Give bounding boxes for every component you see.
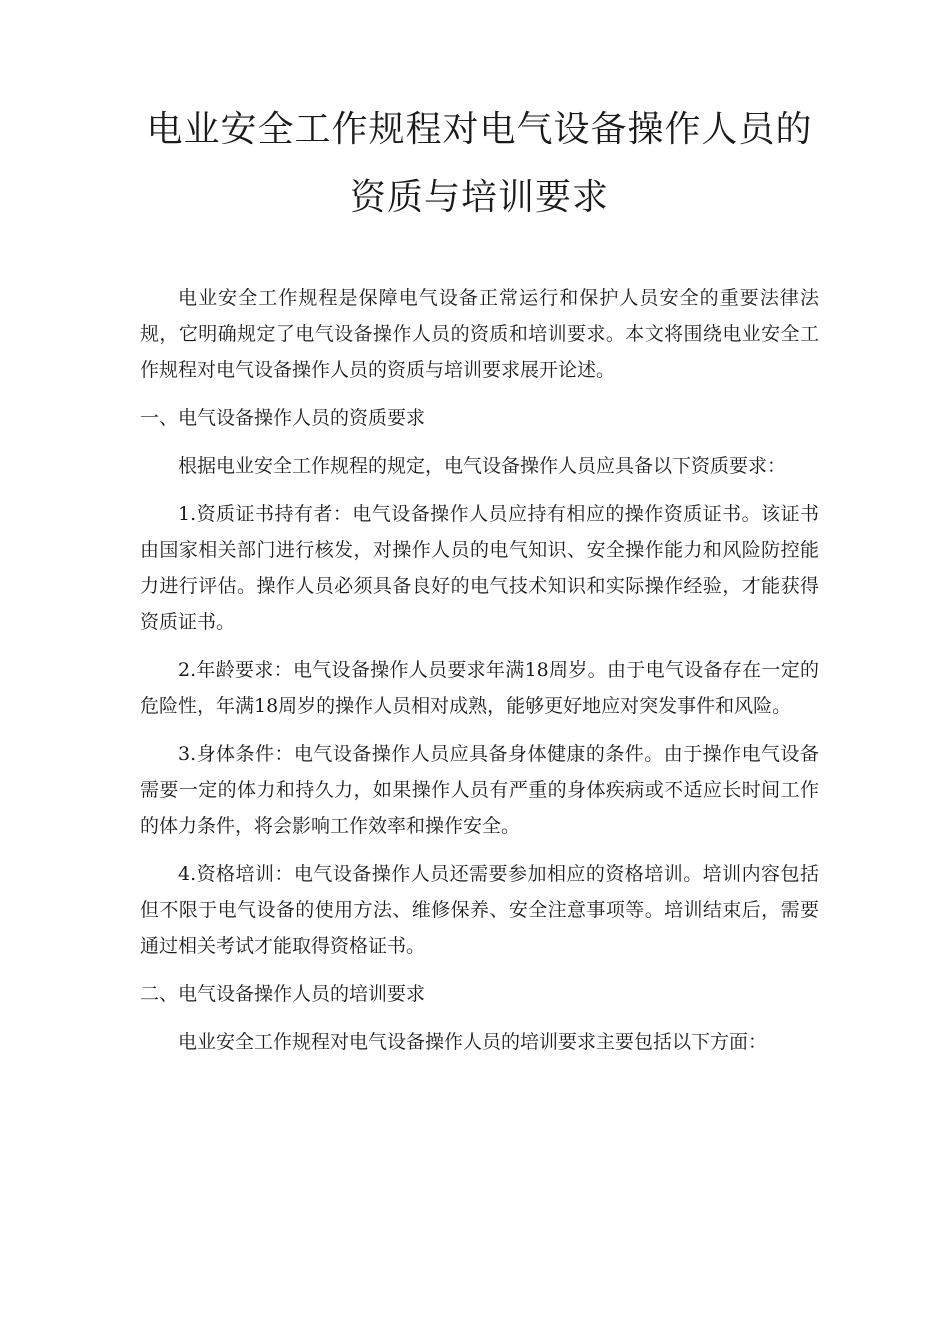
document-title: 电业安全工作规程对电气设备操作人员的资质与培训要求 — [146, 109, 813, 218]
list-item-training: 4.资格培训：电气设备操作人员还需要参加相应的资格培训。培训内容包括但不限于电气设备的使用方法、维修保养、安全注意事项等。培训结束后，需要通过相关考试才能取得资格证书。 — [140, 863, 819, 957]
list-item-certificate: 1.资质证书持有者：电气设备操作人员应持有相应的操作资质证书。该证书由国家相关部门进行核发，对操作人员的电气知识、安全操作能力和风险防控能力进行评估。操作人员必须具备良好的电气技术知识和实际操作经验，才能获得资质证书。 — [140, 503, 819, 633]
section-heading-training: 二、电气设备操作人员的培训要求 — [140, 983, 426, 1005]
body-paragraph: 根据电业安全工作规程的规定，电气设备操作人员应具备以下资质要求： — [178, 455, 787, 477]
body-paragraph: 电业安全工作规程对电气设备操作人员的培训要求主要包括以下方面： — [178, 1031, 768, 1053]
document-body — [140, 280, 819, 1060]
section-heading-qualification: 一、电气设备操作人员的资质要求 — [140, 407, 426, 429]
list-item-age: 2.年龄要求：电气设备操作人员要求年满18周岁。由于电气设备存在一定的危险性，年满18周岁的操作人员相对成熟，能够更好地应对突发事件和风险。 — [140, 659, 819, 717]
intro-paragraph: 电业安全工作规程是保障电气设备正常运行和保护人员安全的重要法律法规，它明确规定了电气设备操作人员的资质和培训要求。本文将围绕电业安全工作规程对电气设备操作人员的资质与培训要求展开论述。 — [140, 287, 819, 381]
document-page — [0, 96, 950, 1326]
list-item-health: 3.身体条件：电气设备操作人员应具备身体健康的条件。由于操作电气设备需要一定的体力和持久力，如果操作人员有严重的身体疾病或不适应长时间工作的体力条件，将会影响工作效率和操作安全。 — [140, 743, 819, 837]
